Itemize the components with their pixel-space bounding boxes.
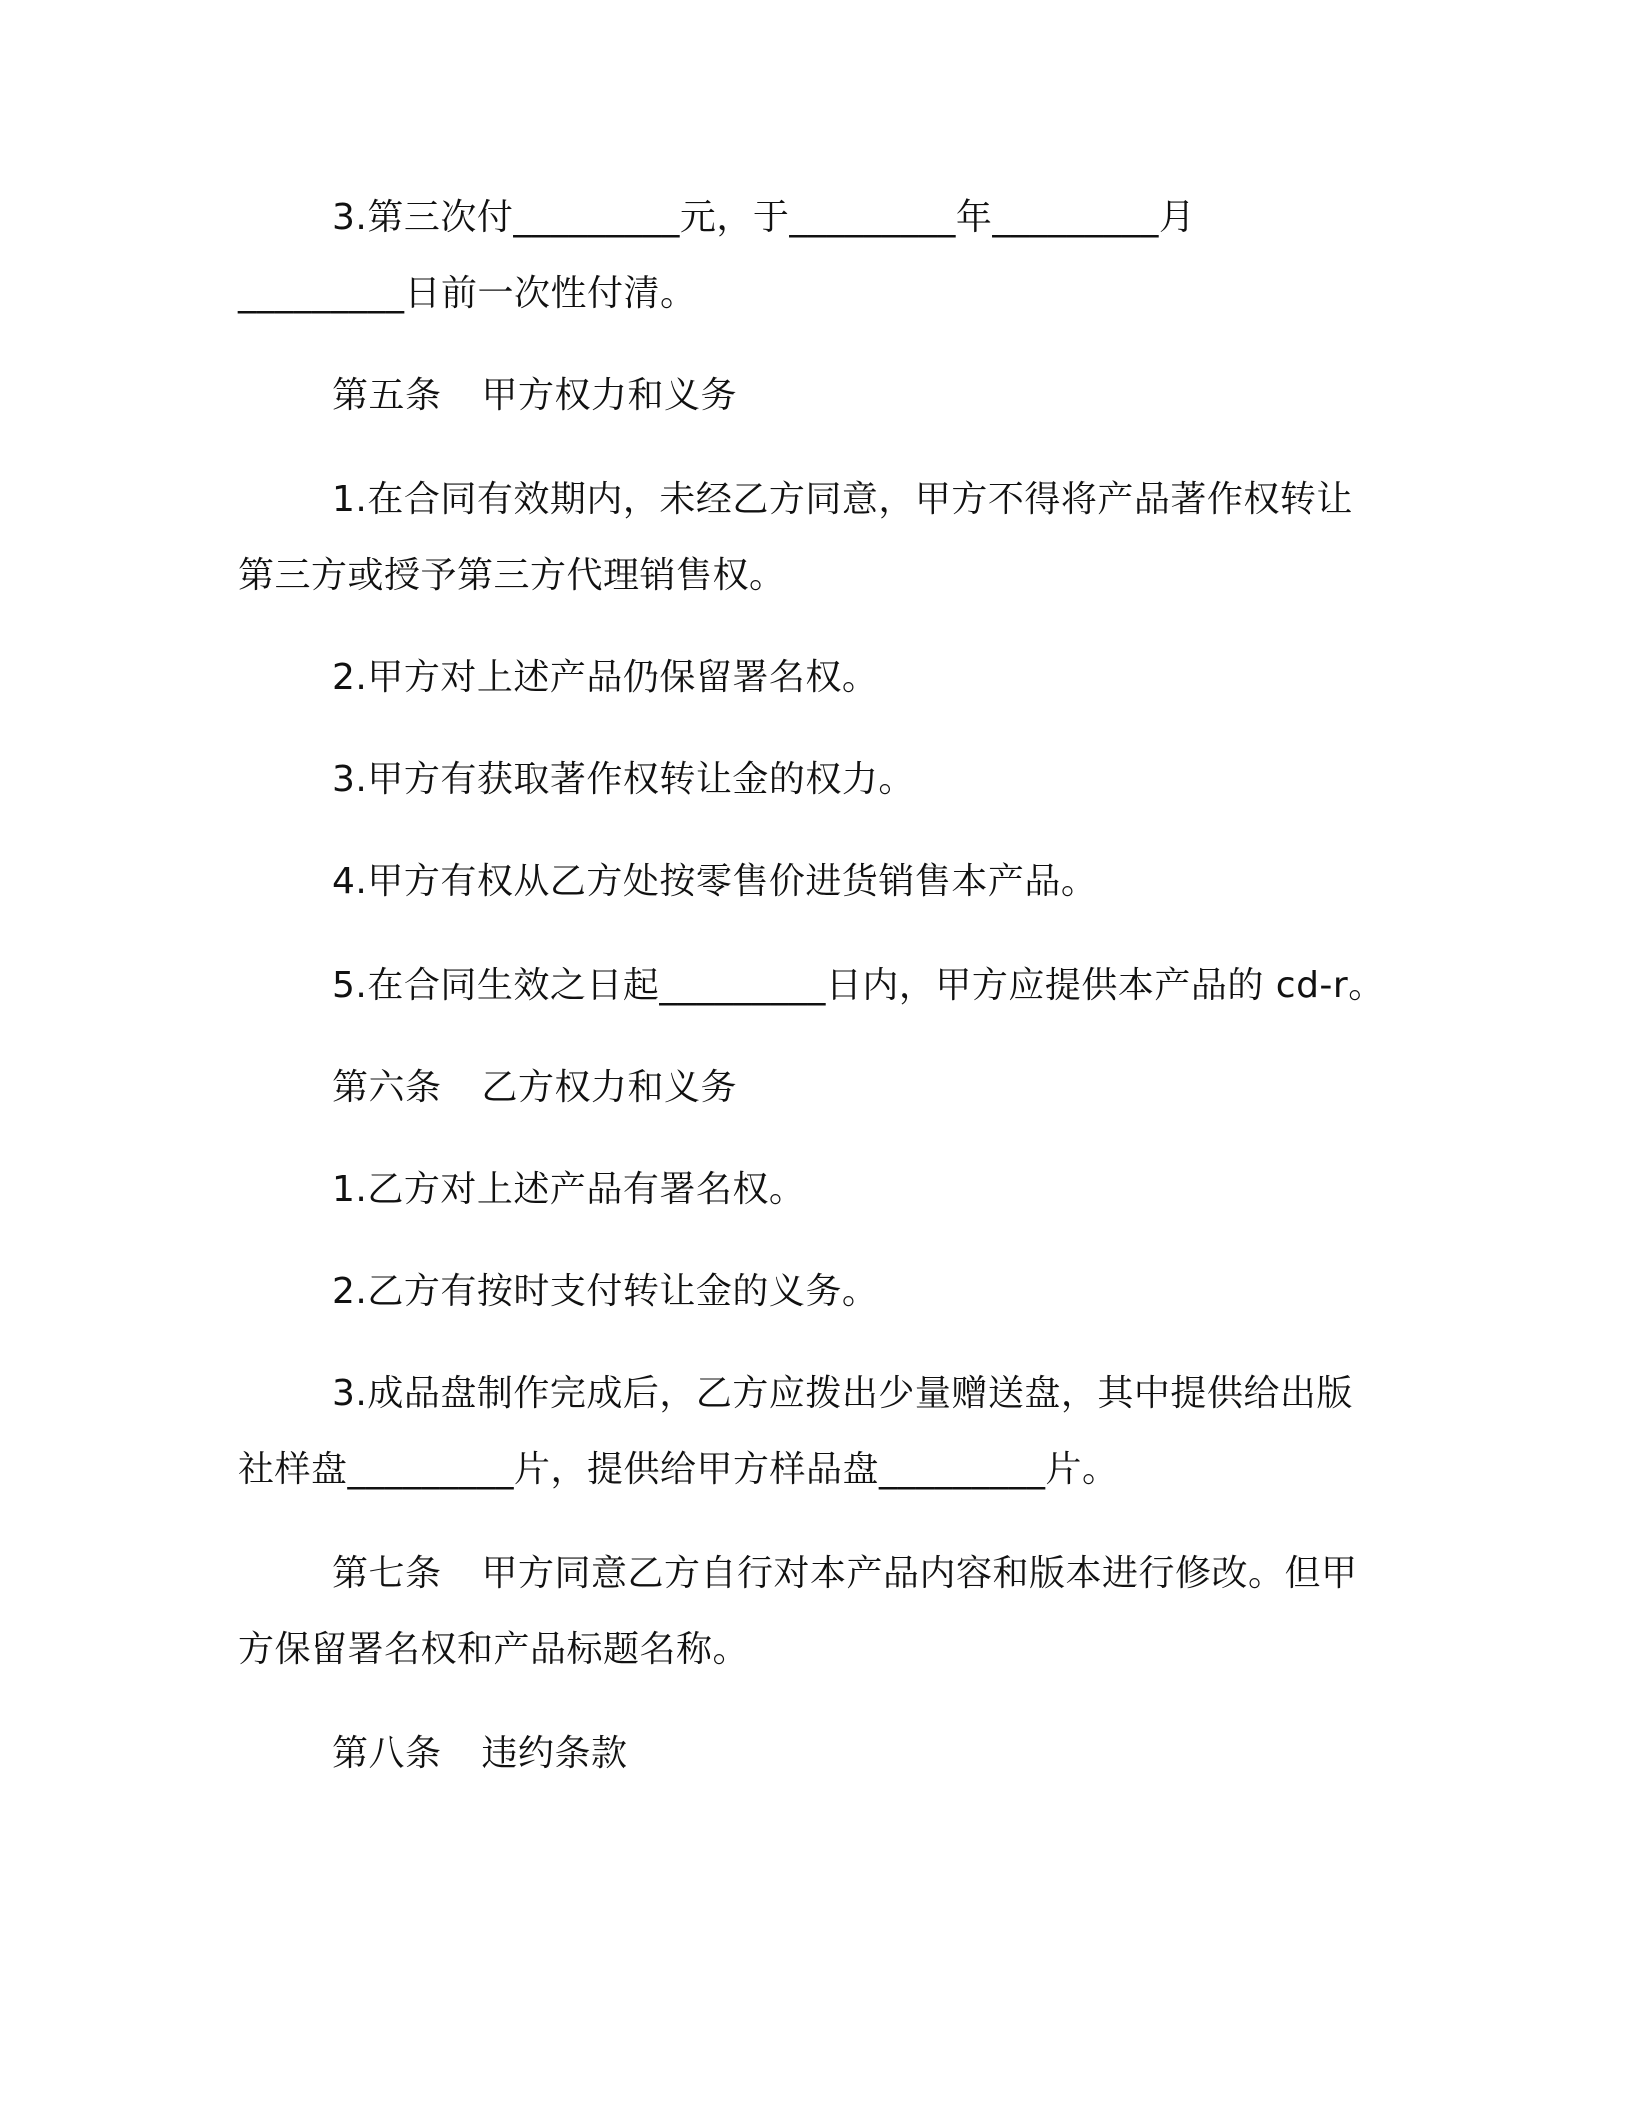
section-6-item-3-cont: 社样盘_________片，提供给甲方样品盘_________片。	[238, 1449, 1119, 1490]
section-8-heading	[332, 1732, 628, 1776]
section-6-item-3: 3.成品盘制作完成后，乙方应拨出少量赠送盘，其中提供给出版	[332, 1373, 1353, 1414]
section-5-item-5: 5.在合同生效之日起_________日内，甲方应提供本产品的 cd-r。	[332, 965, 1385, 1006]
section-5-item-1-cont: 第三方或授予第三方代理销售权。	[238, 555, 786, 596]
section-6-title: 乙方权力和义务	[481, 1067, 738, 1108]
section-7-body: 甲方同意乙方自行对本产品内容和版本进行修改。但甲	[481, 1553, 1358, 1594]
section-6-number: 第六条	[332, 1067, 442, 1108]
section-8-title: 违约条款	[481, 1733, 628, 1774]
section-5-item-1: 1.在合同有效期内，未经乙方同意，甲方不得将产品著作权转让	[332, 479, 1353, 520]
section-5-title: 甲方权力和义务	[481, 375, 738, 416]
section-5-number: 第五条	[332, 375, 442, 416]
section-6-heading	[332, 1066, 737, 1110]
section-7-text-cont: 方保留署名权和产品标题名称。	[238, 1629, 750, 1670]
section-6-item-1: 1.乙方对上述产品有署名权。	[332, 1169, 806, 1210]
section-7-number: 第七条	[332, 1553, 442, 1594]
section-5-item-2: 2.甲方对上述产品仍保留署名权。	[332, 657, 879, 698]
section-5-heading	[332, 374, 737, 418]
section-6-item-2: 2.乙方有按时支付转让金的义务。	[332, 1271, 879, 1312]
section-8-number: 第八条	[332, 1733, 442, 1774]
section-5-item-4: 4.甲方有权从乙方处按零售价进货销售本产品。	[332, 861, 1098, 902]
section-5-item-3: 3.甲方有获取著作权转让金的权力。	[332, 759, 915, 800]
payment-clause-3-cont: _________日前一次性付清。	[238, 273, 697, 314]
section-7-text	[332, 1552, 1358, 1596]
payment-clause-3: 3.第三次付_________元，于_________年_________月	[332, 197, 1196, 238]
